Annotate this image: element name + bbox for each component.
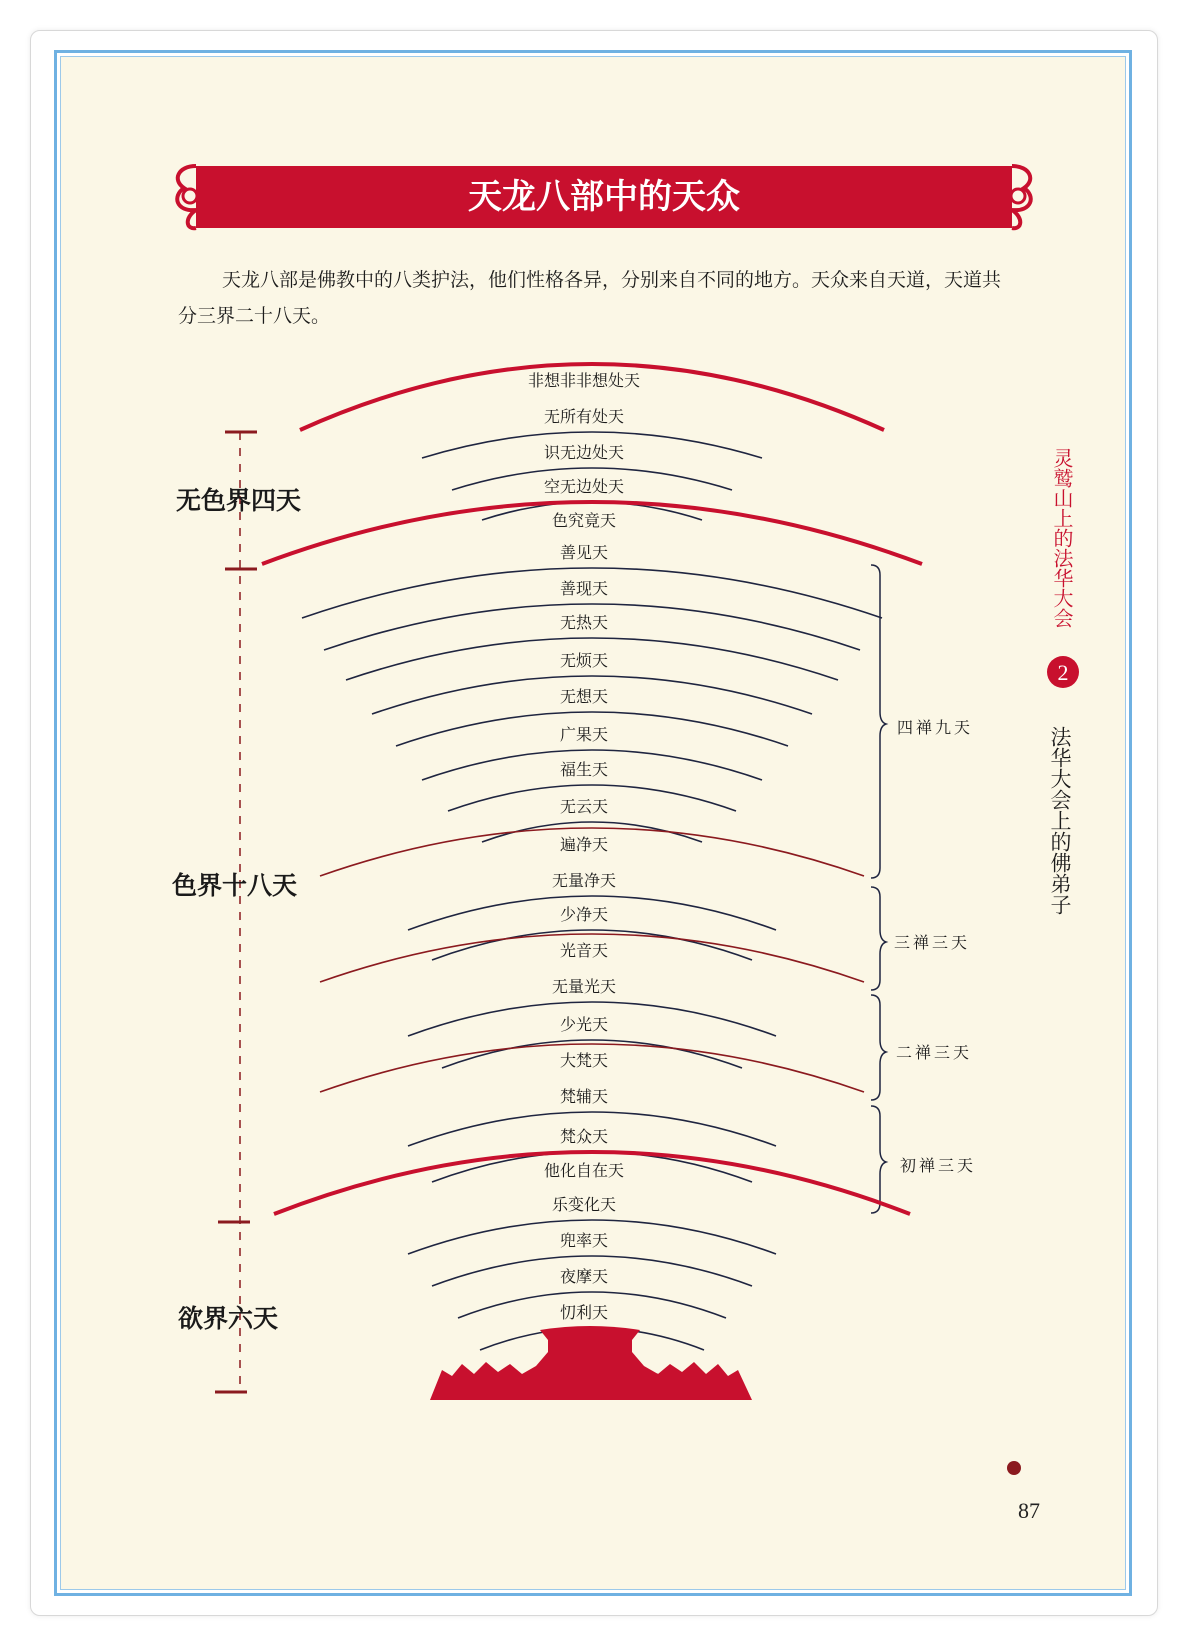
heaven-label: 无量光天	[551, 977, 617, 996]
realm-label-formless: 无色界四天	[176, 486, 302, 515]
realm-label-form: 色界十八天	[172, 871, 298, 900]
heaven-label: 色究竟天	[551, 511, 617, 530]
heaven-label: 空无边处天	[543, 477, 625, 496]
side-chapter-title: 灵鹫山上的法华大会	[1050, 448, 1074, 628]
mount-sumeru-base	[430, 1326, 752, 1400]
heaven-label: 乐变化天	[551, 1195, 617, 1214]
brace-third-dhyana	[871, 887, 886, 990]
heaven-label: 大梵天	[559, 1051, 609, 1070]
heaven-label: 善现天	[559, 579, 609, 598]
brace-first-dhyana	[871, 1106, 886, 1213]
heaven-label: 忉利天	[559, 1303, 609, 1322]
group-label-first-dhyana: 初禅三天	[900, 1156, 977, 1175]
heaven-label: 无所有处天	[543, 407, 625, 426]
intro-paragraph: 天龙八部是佛教中的八类护法，他们性格各异，分别来自不同的地方。天众来自天道，天道共分三界二十八天。	[178, 269, 1002, 327]
heaven-label: 光音天	[559, 941, 609, 960]
realm-label-desire: 欲界六天	[178, 1304, 279, 1333]
heaven-label: 少净天	[559, 905, 609, 924]
page-title: 天龙八部中的天众	[468, 177, 740, 217]
heaven-label: 福生天	[559, 760, 609, 779]
group-label-fourth-dhyana: 四禅九天	[897, 718, 974, 737]
heaven-label: 夜摩天	[559, 1267, 609, 1286]
page-ornament-dot	[1007, 1461, 1021, 1475]
heaven-label: 广果天	[559, 725, 609, 744]
brace-fourth-dhyana	[871, 565, 886, 878]
heaven-labels	[528, 371, 640, 1359]
group-label-second-dhyana: 二禅三天	[896, 1043, 973, 1062]
heaven-label: 遍净天	[559, 835, 609, 854]
group-braces	[871, 565, 886, 1213]
brace-second-dhyana	[871, 995, 886, 1100]
heaven-label: 无想天	[559, 687, 609, 706]
scroll-ornament-left	[183, 189, 197, 203]
heaven-label: 无量净天	[551, 871, 617, 890]
group-label-third-dhyana: 三禅三天	[894, 933, 971, 952]
heaven-label: 梵众天	[559, 1127, 609, 1146]
page-number: 87	[1018, 1498, 1040, 1523]
realm-scale	[215, 432, 257, 1392]
heaven-label: 梵辅天	[559, 1087, 609, 1106]
chapter-number: 2	[1057, 660, 1069, 685]
heaven-label: 他化自在天	[543, 1161, 625, 1180]
heaven-label: 善见天	[559, 543, 609, 562]
scroll-ornament-right	[1011, 189, 1025, 203]
heaven-label: 无烦天	[559, 651, 609, 670]
heaven-label: 非想非非想处天	[527, 371, 641, 390]
heaven-label: 兜率天	[559, 1231, 609, 1250]
heaven-label: 识无边处天	[543, 443, 625, 462]
heaven-label: 无云天	[559, 797, 609, 816]
heaven-label: 无热天	[559, 613, 609, 632]
heaven-label: 少光天	[559, 1015, 609, 1034]
side-section-title: 法华大会上的佛弟子	[1048, 726, 1072, 915]
